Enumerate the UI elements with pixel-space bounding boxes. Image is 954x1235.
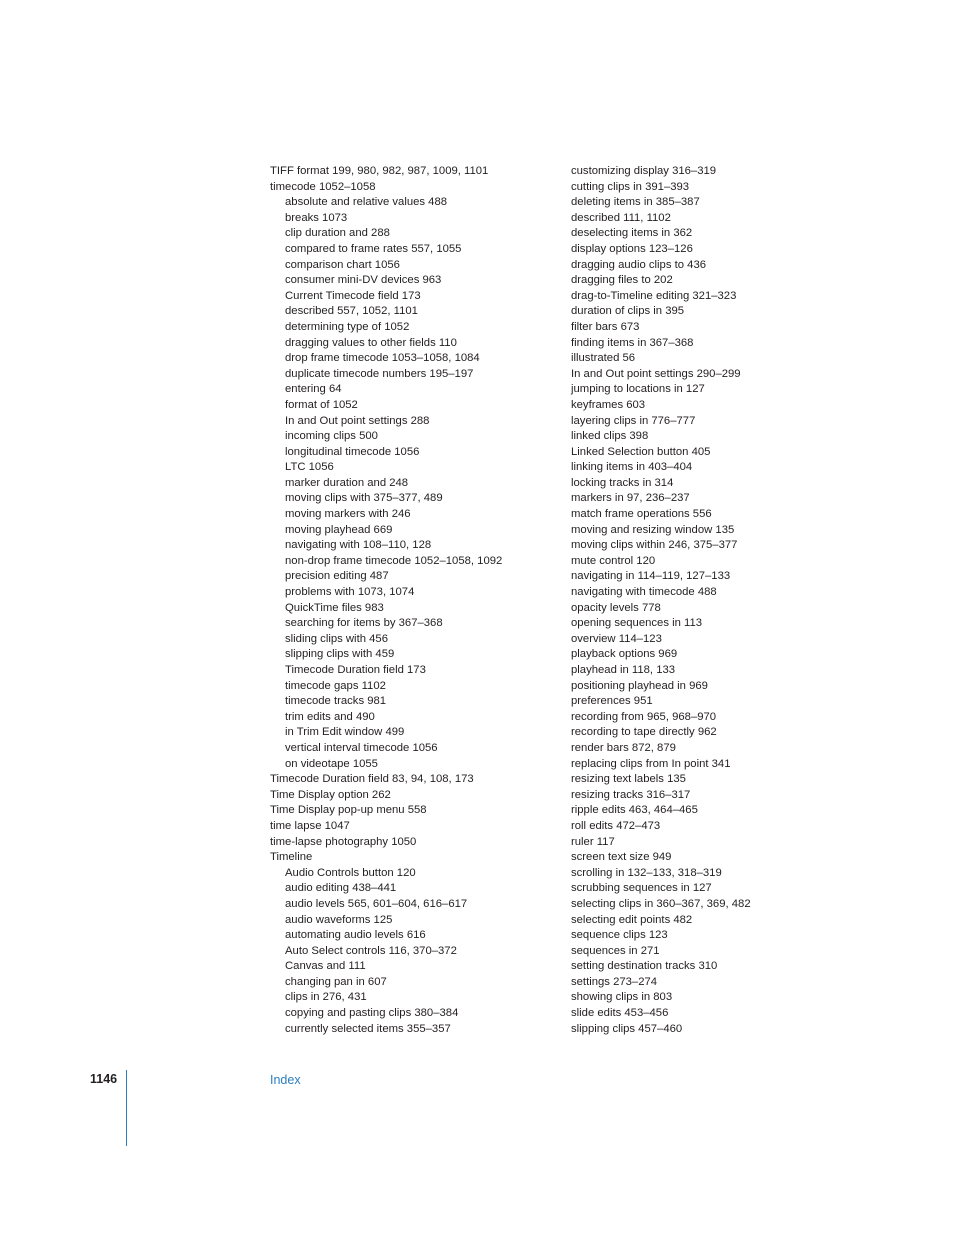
index-subentry: on videotape 1055 <box>285 757 378 770</box>
index-subentry: Auto Select controls 116, 370–372 <box>285 944 457 957</box>
index-subentry: ruler 117 <box>571 835 615 848</box>
index-subentry: filter bars 673 <box>571 320 640 333</box>
index-subentry: vertical interval timecode 1056 <box>285 741 438 754</box>
index-subentry: automating audio levels 616 <box>285 929 426 942</box>
index-subentry: in Trim Edit window 499 <box>285 726 405 739</box>
index-subentry: consumer mini-DV devices 963 <box>285 274 442 287</box>
index-subentry: compared to frame rates 557, 1055 <box>285 242 462 255</box>
index-subentry: playback options 969 <box>571 648 678 661</box>
index-subentry: sequences in 271 <box>571 944 660 957</box>
index-subentry: screen text size 949 <box>571 851 672 864</box>
index-subentry: ripple edits 463, 464–465 <box>571 804 698 817</box>
index-subentry: copying and pasting clips 380–384 <box>285 1007 459 1020</box>
index-subentry: showing clips in 803 <box>571 991 673 1004</box>
index-subentry: navigating in 114–119, 127–133 <box>571 570 731 583</box>
index-subentry: drag-to-Timeline editing 321–323 <box>571 289 737 302</box>
index-subentry: recording from 965, 968–970 <box>571 710 717 723</box>
index-subentry: comparison chart 1056 <box>285 258 400 271</box>
index-subentry: selecting clips in 360–367, 369, 482 <box>571 897 751 910</box>
index-subentry: currently selected items 355–357 <box>285 1022 451 1035</box>
index-subentry: dragging values to other fields 110 <box>285 336 457 349</box>
index-subentry: keyframes 603 <box>571 398 646 411</box>
index-subentry: jumping to locations in 127 <box>571 383 705 396</box>
index-subentry: described 557, 1052, 1101 <box>285 305 418 318</box>
index-subentry: duplicate timecode numbers 195–197 <box>285 367 474 380</box>
index-entry: Time Display option 262 <box>270 788 391 801</box>
index-subentry: moving clips within 246, 375–377 <box>571 539 738 552</box>
index-subentry: locking tracks in 314 <box>571 476 674 489</box>
index-subentry: audio waveforms 125 <box>285 913 393 926</box>
page-number: 1146 <box>90 1072 118 1086</box>
index-subentry: longitudinal timecode 1056 <box>285 445 420 458</box>
index-subentry: navigating with 108–110, 128 <box>285 539 432 552</box>
index-subentry: replacing clips from In point 341 <box>571 757 731 770</box>
index-subentry: markers in 97, 236–237 <box>571 492 690 505</box>
index-subentry: timecode tracks 981 <box>285 695 387 708</box>
index-subentry: dragging audio clips to 436 <box>571 258 707 271</box>
index-subentry: slipping clips with 459 <box>285 648 395 661</box>
index-subentry: searching for items by 367–368 <box>285 617 443 630</box>
index-subentry: Current Timecode field 173 <box>285 289 421 302</box>
index-subentry: Linked Selection button 405 <box>571 445 711 458</box>
index-subentry: slipping clips 457–460 <box>571 1022 683 1035</box>
index-subentry: setting destination tracks 310 <box>571 960 718 973</box>
index-subentry: duration of clips in 395 <box>571 305 685 318</box>
index-subentry: marker duration and 248 <box>285 476 409 489</box>
index-subentry: problems with 1073, 1074 <box>285 586 415 599</box>
index-subentry: drop frame timecode 1053–1058, 1084 <box>285 352 480 365</box>
index-subentry: deleting items in 385–387 <box>571 196 700 209</box>
index-subentry: moving playhead 669 <box>285 523 393 536</box>
index-subentry: opening sequences in 113 <box>571 617 703 630</box>
index-subentry: layering clips in 776–777 <box>571 414 696 427</box>
index-subentry: roll edits 472–473 <box>571 819 661 832</box>
index-subentry: clips in 276, 431 <box>285 991 367 1004</box>
index-subentry: LTC 1056 <box>285 461 334 474</box>
index-subentry: selecting edit points 482 <box>571 913 693 926</box>
index-subentry: trim edits and 490 <box>285 710 375 723</box>
index-subentry: match frame operations 556 <box>571 508 712 521</box>
index-subentry: customizing display 316–319 <box>571 165 717 177</box>
index-subentry: Audio Controls button 120 <box>285 866 416 879</box>
index-entry: Timecode Duration field 83, 94, 108, 173 <box>270 773 474 786</box>
index-subentry: determining type of 1052 <box>285 320 410 333</box>
index-subentry: preferences 951 <box>571 695 653 708</box>
index-subentry: scrolling in 132–133, 318–319 <box>571 866 722 879</box>
index-subentry: positioning playhead in 969 <box>571 679 708 692</box>
index-subentry: resizing tracks 316–317 <box>571 788 691 801</box>
index-subentry: finding items in 367–368 <box>571 336 694 349</box>
index-subentry: precision editing 487 <box>285 570 389 583</box>
index-subentry: resizing text labels 135 <box>571 773 686 786</box>
index-subentry: entering 64 <box>285 383 342 396</box>
index-subentry: breaks 1073 <box>285 211 348 224</box>
index-subentry: non-drop frame timecode 1052–1058, 1092 <box>285 554 503 567</box>
index-subentry: audio editing 438–441 <box>285 882 397 895</box>
index-subentry: QuickTime files 983 <box>285 601 384 614</box>
index-entry: TIFF format 199, 980, 982, 987, 1009, 1101 <box>270 165 489 177</box>
index-entry: Timeline <box>270 851 313 864</box>
index-subentry: navigating with timecode 488 <box>571 586 717 599</box>
index-subentry: playhead in 118, 133 <box>571 664 676 676</box>
index-subentry: recording to tape directly 962 <box>571 726 717 739</box>
index-subentry: In and Out point settings 290–299 <box>571 367 741 380</box>
index-subentry: sequence clips 123 <box>571 929 668 942</box>
index-subentry: overview 114–123 <box>571 632 662 645</box>
index-subentry: audio levels 565, 601–604, 616–617 <box>285 897 468 910</box>
index-subentry: mute control 120 <box>571 554 656 567</box>
section-title: Index <box>270 1073 301 1087</box>
index-subentry: moving clips with 375–377, 489 <box>285 492 443 505</box>
index-subentry: moving and resizing window 135 <box>571 523 735 536</box>
index-subentry: settings 273–274 <box>571 975 658 988</box>
index-subentry: Canvas and 111 <box>285 960 366 973</box>
index-subentry: sliding clips with 456 <box>285 632 388 645</box>
index-subentry: timecode gaps 1102 <box>285 679 386 692</box>
index-subentry: incoming clips 500 <box>285 430 378 443</box>
index-subentry: clip duration and 288 <box>285 227 390 240</box>
index-subentry: moving markers with 246 <box>285 508 411 521</box>
index-entry: time-lapse photography 1050 <box>270 835 417 848</box>
index-subentry: linking items in 403–404 <box>571 461 693 474</box>
index-subentry: opacity levels 778 <box>571 601 661 614</box>
index-entry: timecode 1052–1058 <box>270 180 376 193</box>
index-subentry: In and Out point settings 288 <box>285 414 430 427</box>
index-entry: Time Display pop-up menu 558 <box>270 804 427 817</box>
index-subentry: illustrated 56 <box>571 352 636 365</box>
footer-divider <box>126 1070 127 1146</box>
index-subentry: linked clips 398 <box>571 430 649 443</box>
index-column-left <box>270 164 560 1037</box>
index-column-right <box>571 164 871 1037</box>
index-subentry: absolute and relative values 488 <box>285 196 448 209</box>
index-entry: time lapse 1047 <box>270 819 350 832</box>
index-subentry: changing pan in 607 <box>285 975 387 988</box>
index-subentry: dragging files to 202 <box>571 274 673 287</box>
index-subentry: Timecode Duration field 173 <box>285 664 426 676</box>
index-subentry: cutting clips in 391–393 <box>571 180 690 193</box>
index-subentry: render bars 872, 879 <box>571 741 676 754</box>
index-subentry: slide edits 453–456 <box>571 1007 669 1020</box>
index-subentry: scrubbing sequences in 127 <box>571 882 712 895</box>
index-subentry: format of 1052 <box>285 398 358 411</box>
index-subentry: display options 123–126 <box>571 242 693 255</box>
index-subentry: described 111, 1102 <box>571 211 671 224</box>
index-subentry: deselecting items in 362 <box>571 227 693 240</box>
